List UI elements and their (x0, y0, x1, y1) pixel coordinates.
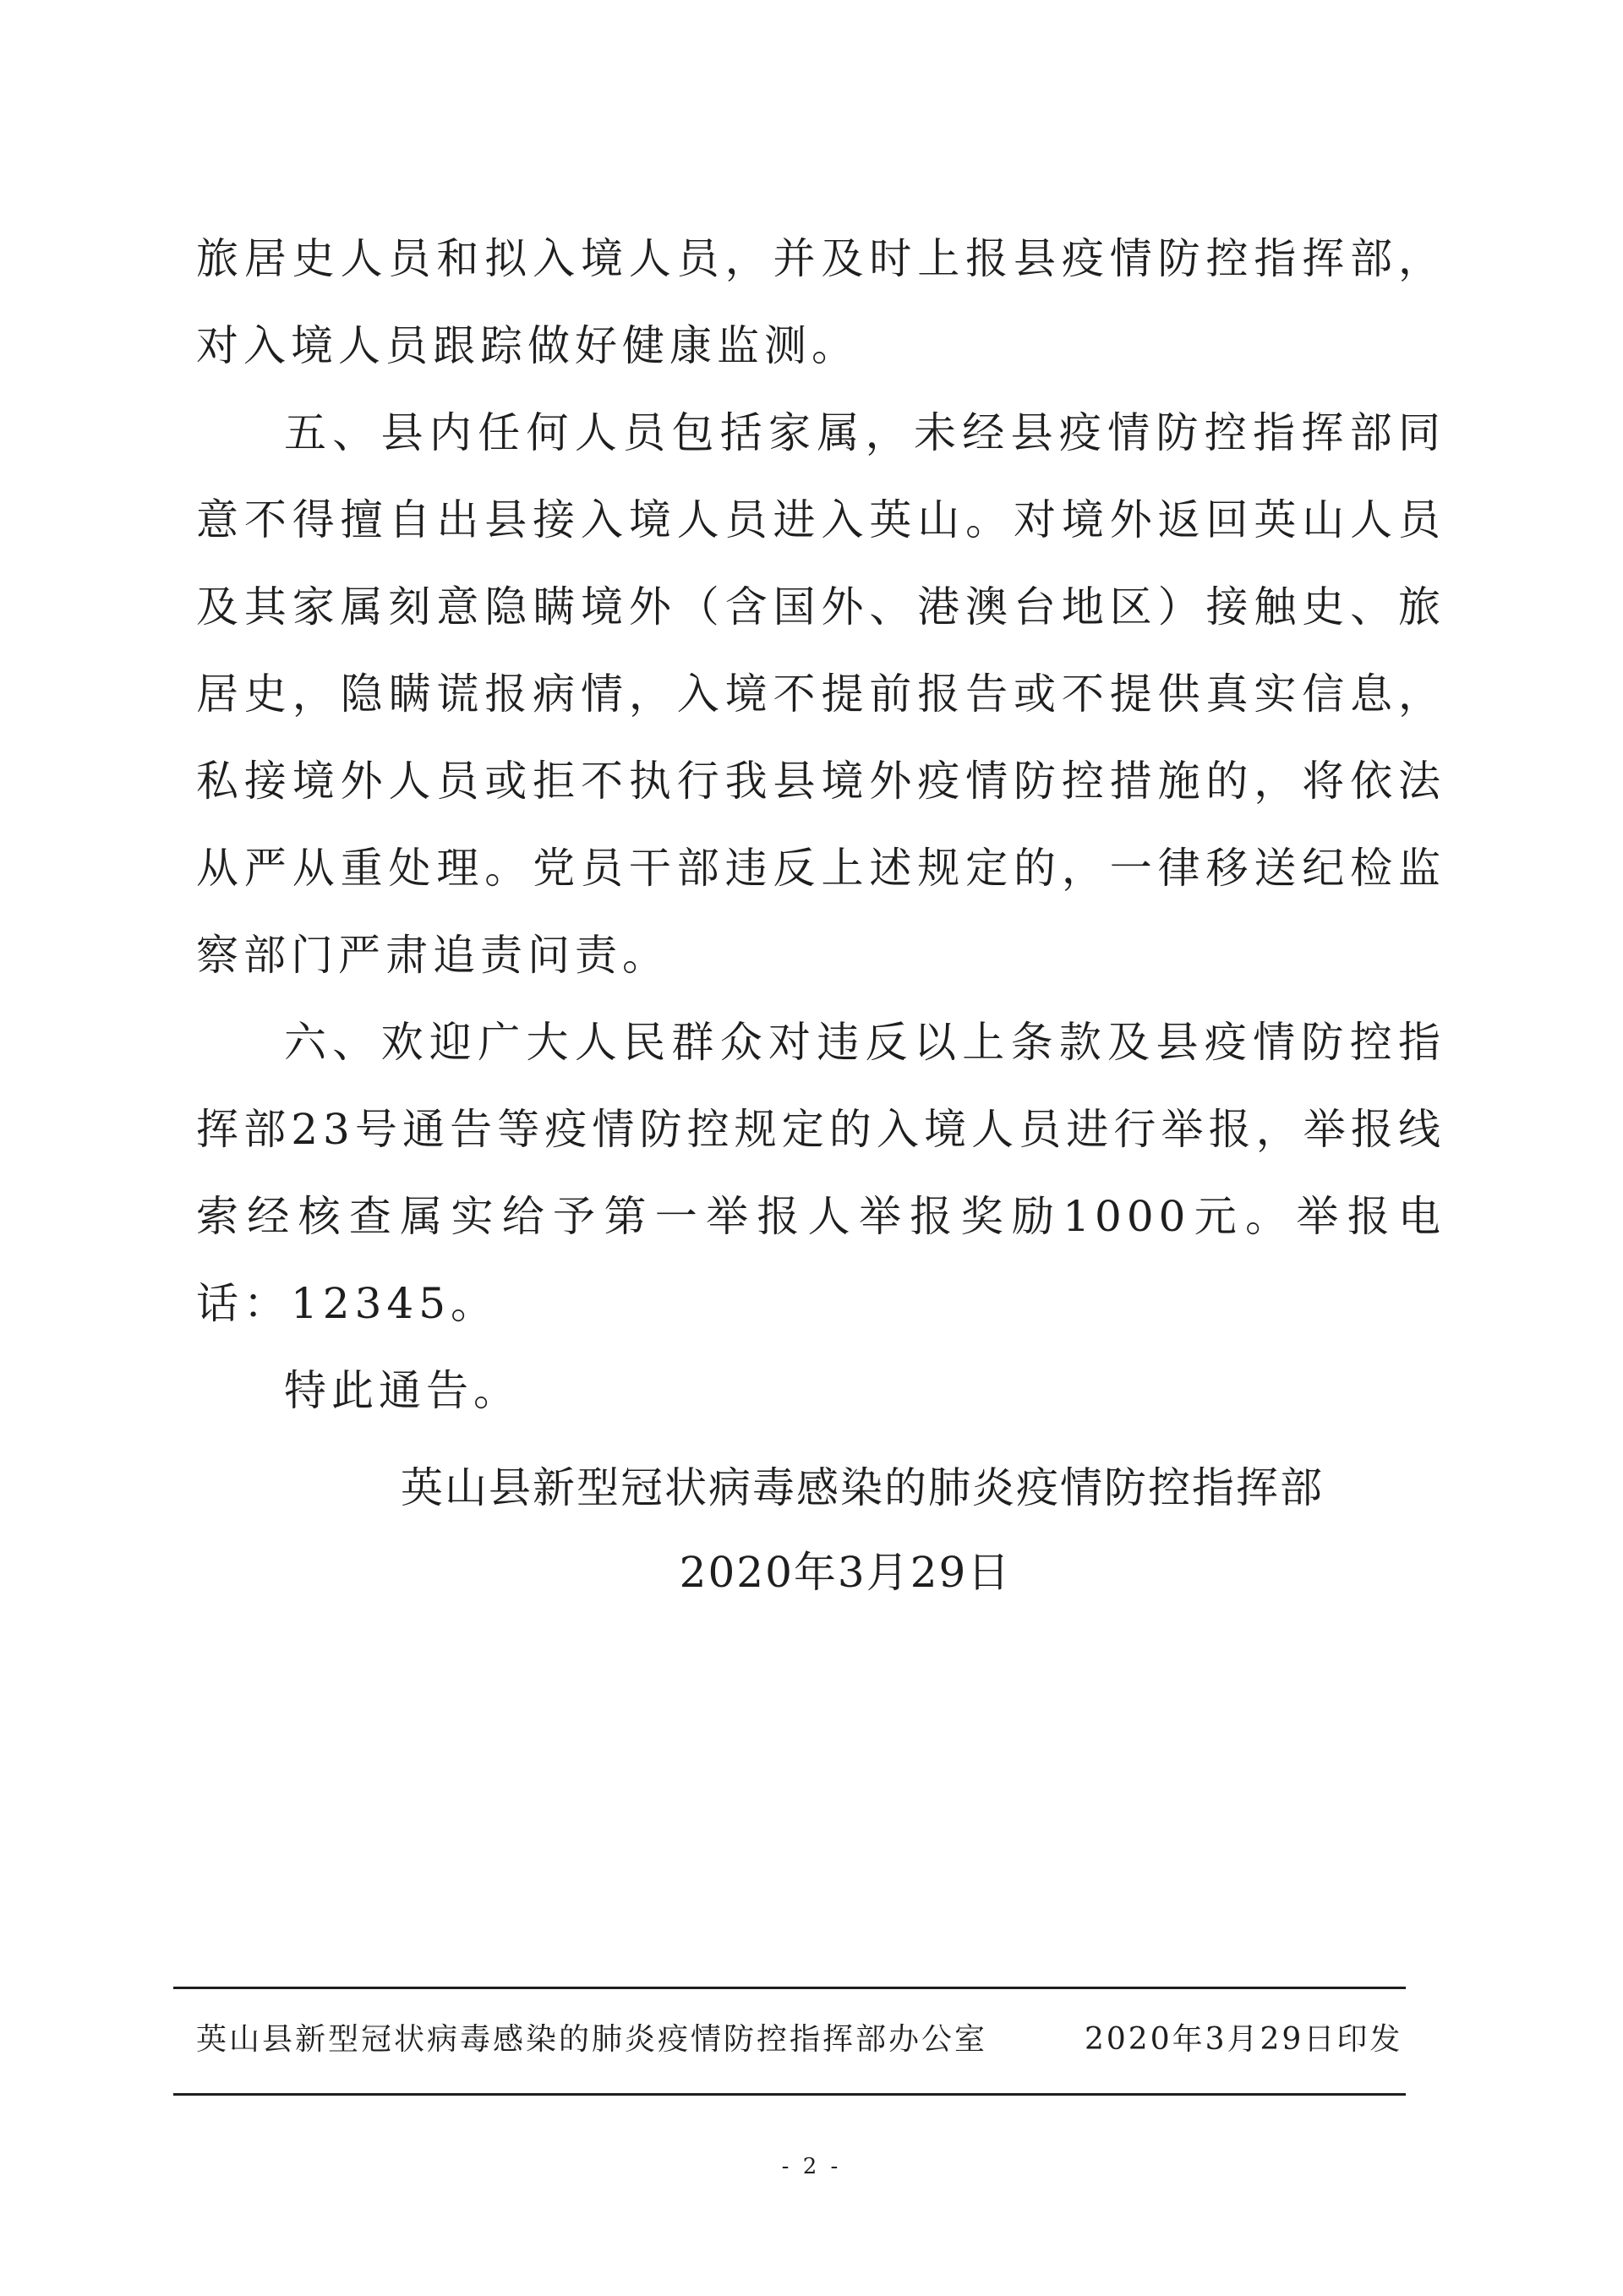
paragraph-closing: 特此通告。 (284, 1366, 521, 1415)
paragraph-item-five: 五、县内任何人员包括家属，未经县疫情防控指挥部同意不得擅自出县接入境人员进入英山。对境外返回英山人员及其家属刻意隐瞒境外（含国外、港澳台地区）接触史、旅居史，隐瞒谎报病情，入境不提前报告或不提供真实信息，私接境外人员或拒不执行我县境外疫情防控措施的，将依法从严从重处理。党员干部违反上述规定的，一律移送纪检监察部门严肃追责问责。 (196, 408, 1445, 980)
document-body (196, 216, 1445, 1435)
paragraph-continuation: 旅居史人员和拟入境人员，并及时上报县疫情防控指挥部，对入境人员跟踪做好健康监测。 (196, 234, 1445, 370)
signature-organization: 英山县新型冠状病毒感染的肺炎疫情防控指挥部 (401, 1463, 1324, 1512)
footer-issue-date: 2020年3月29日印发 (1085, 2022, 1403, 2057)
page-number: - 2 - (781, 2154, 842, 2179)
footer-top-rule (173, 1987, 1406, 1989)
footer-bottom-rule (173, 2093, 1406, 2096)
paragraph-item-six: 六、欢迎广大人民群众对违反以上条款及县疫情防控指挥部23号通告等疫情防控规定的入境人员进行举报，举报线索经核查属实给予第一举报人举报奖励1000元。举报电话：12345。 (196, 1018, 1445, 1328)
signature-date: 2020年3月29日 (679, 1548, 1012, 1597)
footer-issuing-office: 英山县新型冠状病毒感染的肺炎疫情防控指挥部办公室 (196, 2022, 988, 2057)
